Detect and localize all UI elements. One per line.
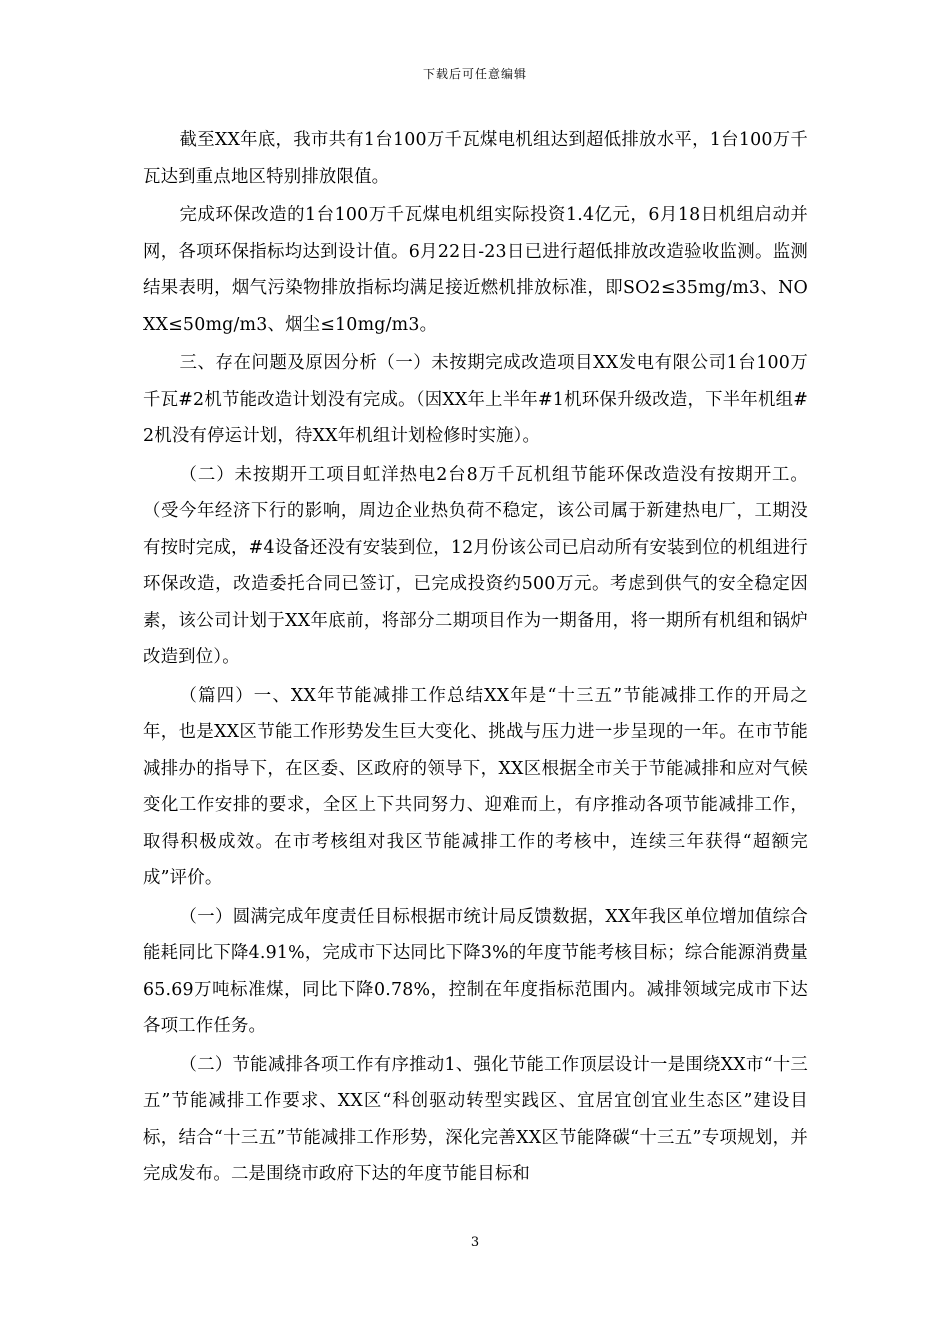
paragraph-part-four-summary: （篇四）一、XX年节能减排工作总结XX年是“十三五”节能减排工作的开局之年，也是XX区节能工作形势发生巨大变化、挑战与压力进一步呈现的一年。在市节能减排办的指导下，在区委、区政府的领导下，XX区根据全市关于节能减排和应对气候变化工作安排的要求，全区上下共同努力、迎难而上，有序推动各项节能减排工作，取得积极成效。在市考核组对我区节能减排工作的考核中，连续三年获得“超额完成”评价。	[143, 685, 808, 888]
paragraph-problems-analysis: 三、存在问题及原因分析（一）未按期完成改造项目XX发电有限公司1台100万千瓦#2机节能改造计划没有完成。（因XX年上半年#1机环保升级改造，下半年机组#2机没有停运计划，待XX年机组计划检修时实施）。	[143, 353, 808, 446]
paragraph-emission-status: 截至XX年底，我市共有1台100万千瓦煤电机组达到超低排放水平，1台100万千瓦达到重点地区特别排放限值。	[143, 130, 808, 187]
page-number: 3	[470, 1235, 480, 1250]
paragraph-work-progress: （二）节能减排各项工作有序推动1、强化节能工作顶层设计一是围绕XX市“十三五”节能减排工作要求、XX区“科创驱动转型实践区、宜居宜创宜业生态区”建设目标，结合“十三五”节能减排工作形势，深化完善XX区节能降碳“十三五”专项规划，并完成发布。二是围绕市政府下达的年度节能目标和	[143, 1054, 808, 1184]
paragraph-retrofit-investment: 完成环保改造的1台100万千瓦煤电机组实际投资1.4亿元，6月18日机组启动并网，各项环保指标均达到设计值。6月22日-23日已进行超低排放改造验收监测。监测结果表明，烟气污染物排放指标均满足接近燃机排放标准，即SO2≤35mg/m3、NOXX≤50mg/m3、烟尘≤10mg/m3。	[143, 205, 808, 335]
body-text	[143, 122, 808, 1195]
paragraph-annual-targets: （一）圆满完成年度责任目标根据市统计局反馈数据，XX年我区单位增加值综合能耗同比下降4.91%，完成市下达同比下降3%的年度节能考核目标；综合能源消费量65.69万吨标准煤，同比下降0.78%，控制在年度指标范围内。减排领域完成市下达各项工作任务。	[143, 906, 808, 1036]
paragraph-delayed-project: （二）未按期开工项目虹洋热电2台8万千瓦机组节能环保改造没有按期开工。（受今年经济下行的影响，周边企业热负荷不稳定，该公司属于新建热电厂，工期没有按时完成，#4设备还没有安装到位，12月份该公司已启动所有安装到位的机组进行环保改造，改造委托合同已签订，已完成投资约500万元。考虑到供气的安全稳定因素，该公司计划于XX年底前，将部分二期项目作为一期备用，将一期所有机组和锅炉改造到位）。	[143, 464, 808, 667]
header-note: 下载后可任意编辑	[422, 67, 527, 81]
